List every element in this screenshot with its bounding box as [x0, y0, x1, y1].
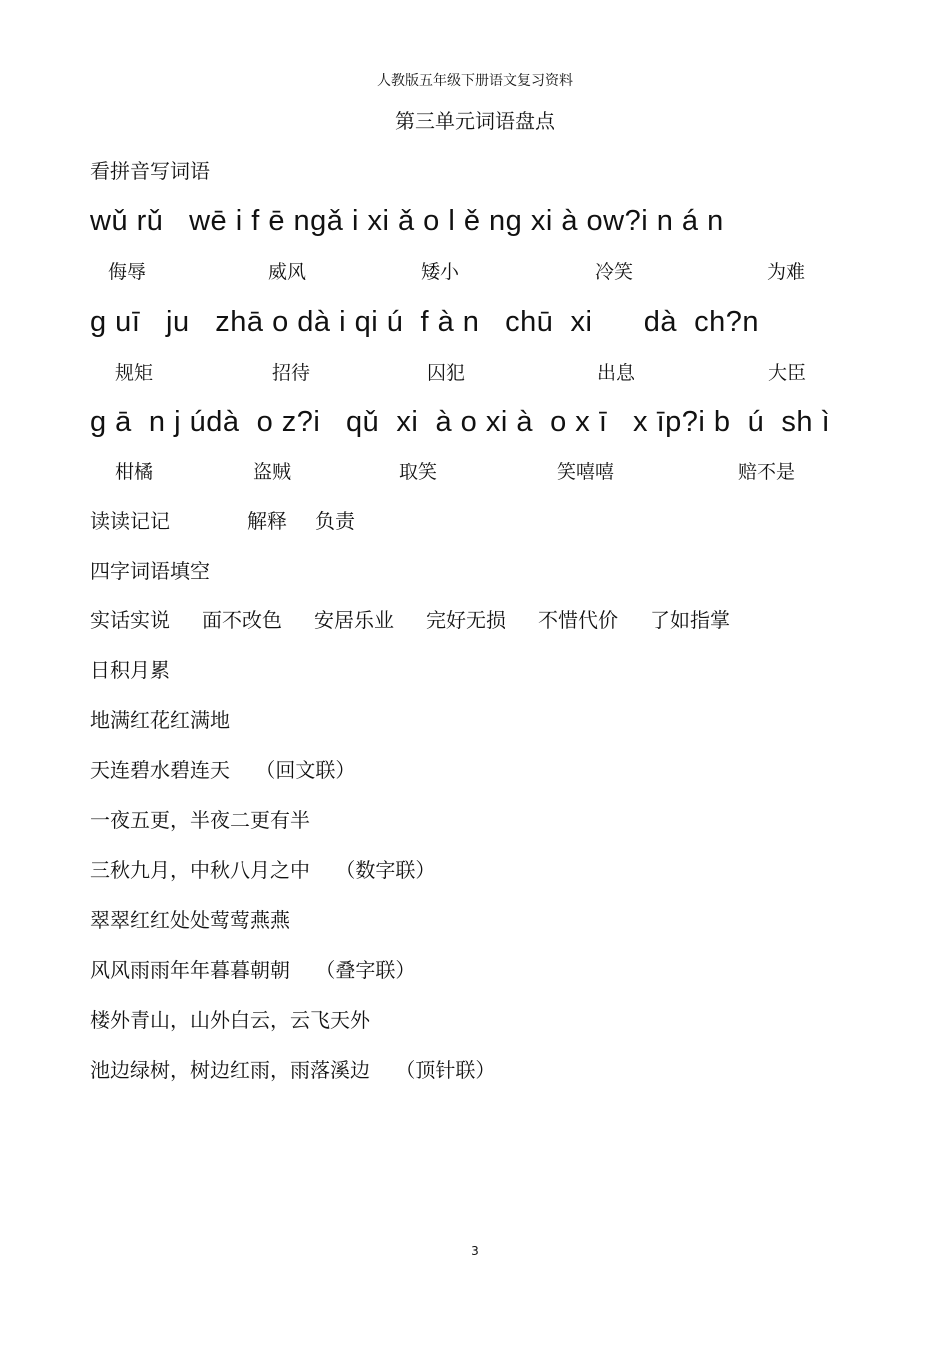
answer-word: 囚犯 [427, 362, 466, 384]
idiom: 实话实说 [90, 608, 170, 632]
section-heading-four-char: 四字词语填空 [90, 559, 210, 583]
page-number: 3 [471, 1244, 479, 1258]
couplet-line: 地满红花红满地 [90, 708, 230, 732]
pinyin-line-1: wǔ rǔ wē i f ē ngǎ i xi ǎ o l ě ng xi à ow?i n á n [90, 205, 724, 237]
answer-word: 盗贼 [253, 461, 292, 483]
answer-word: 柑橘 [115, 461, 154, 483]
section-heading-pinyin: 看拼音写词语 [90, 159, 210, 183]
answer-word: 规矩 [115, 362, 154, 384]
answer-word: 矮小 [421, 261, 460, 283]
couplet-line: 一夜五更，半夜二更有半 [90, 808, 310, 832]
idiom: 不惜代价 [538, 608, 618, 632]
answer-word: 取笑 [399, 461, 438, 483]
answer-word: 赔不是 [738, 461, 796, 483]
read-remember-label: 读读记记 [90, 509, 170, 533]
idiom: 安居乐业 [314, 608, 394, 632]
couplet-line: 三秋九月，中秋八月之中 （数字联） [90, 858, 436, 882]
couplet-line: 天连碧水碧连天 （回文联） [90, 758, 356, 782]
idiom: 了如指掌 [650, 608, 730, 632]
read-remember-item: 负责 [315, 509, 355, 533]
answer-word: 为难 [767, 261, 806, 283]
answer-word: 笑嘻嘻 [557, 461, 615, 483]
running-header: 人教版五年级下册语文复习资料 [377, 73, 573, 89]
answer-word: 侮辱 [108, 261, 147, 283]
couplet-line: 翠翠红红处处莺莺燕燕 [90, 908, 290, 932]
answer-word: 大臣 [768, 362, 807, 384]
pinyin-line-3: g ā n j údà o z?i qǔ xi à o xi à o x ī x īp?i b ú sh ì [90, 406, 831, 438]
section-heading-daily: 日积月累 [90, 658, 170, 682]
couplet-line: 风风雨雨年年暮暮朝朝 （叠字联） [90, 958, 416, 982]
idiom: 完好无损 [426, 608, 506, 632]
answer-word: 威风 [268, 261, 307, 283]
read-remember-item: 解释 [247, 509, 287, 533]
answer-word: 出息 [597, 362, 636, 384]
idiom: 面不改色 [202, 608, 282, 632]
couplet-line: 池边绿树，树边红雨，雨落溪边 （顶针联） [90, 1058, 496, 1082]
couplet-line: 楼外青山，山外白云，云飞天外 [90, 1008, 370, 1032]
page-title: 第三单元词语盘点 [395, 109, 555, 133]
answer-word: 招待 [272, 362, 311, 384]
pinyin-line-2: g uī ju zhā o dà i qi ú f à n chū xi dà ch?n [90, 306, 759, 338]
answer-word: 冷笑 [595, 261, 634, 283]
